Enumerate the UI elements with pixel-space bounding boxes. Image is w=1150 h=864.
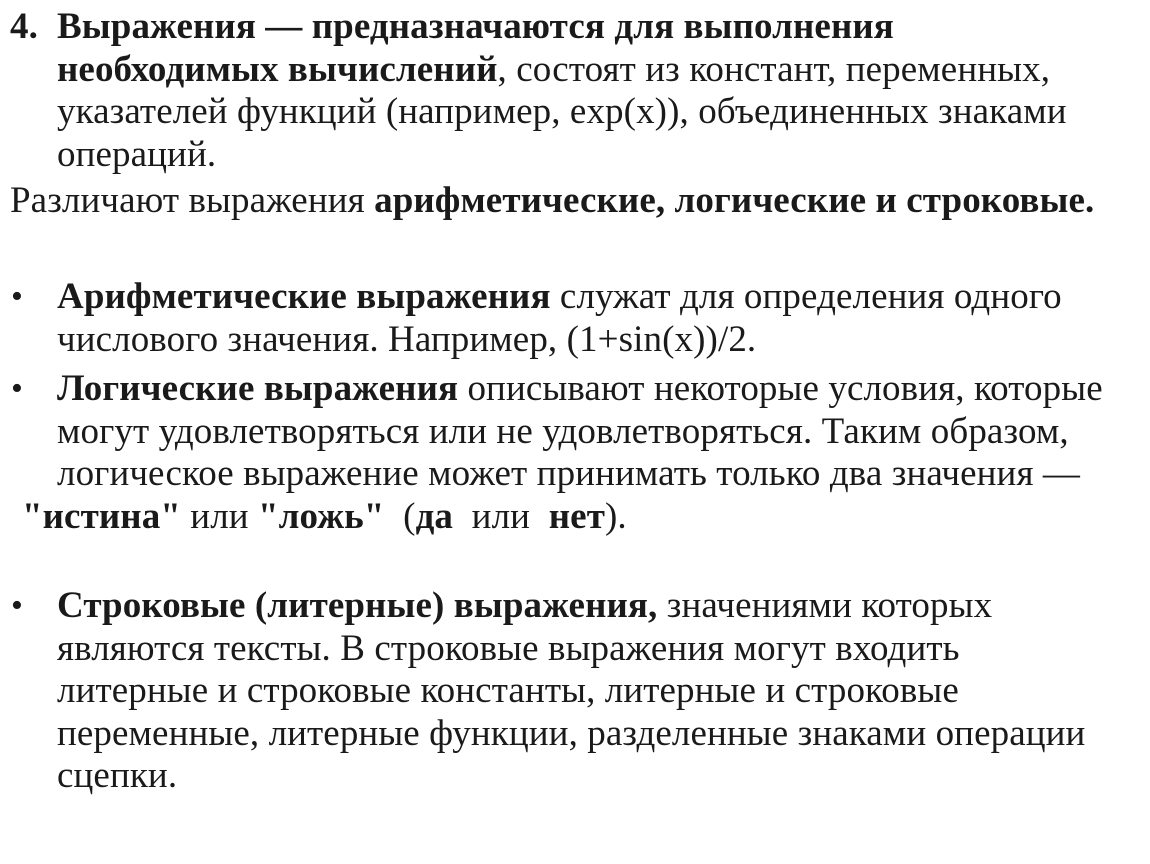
definition-bold: Выражения — предназначаются для выполнения необходимых вычислений [57,6,894,90]
item-number: 4. [10,6,38,47]
string-bold: Строковые (литерные) выражения, [57,585,658,626]
expression-kinds [0,180,1120,223]
value-yes: да [415,495,453,537]
bullet-dot: • [11,587,24,624]
logical-bold: Логические выражения [57,368,459,409]
value-no: нет [548,495,605,537]
definition-text: , состоят из констант, переменных, указателей функций (например, exp(x)), объединенных знаками операций. [57,48,1067,175]
string-text: значениями которых являются тексты. В строковые выражения могут входить литерные и строковые константы, литерные и строковые переменные, литерные функции, разделенные знаками операции сцепки. [57,585,1086,796]
kinds-text: Различают выражения [10,180,375,221]
logical-text: описывают некоторые условия, которые могут удовлетворяться или не удовлетворяться. Таким образом, логическое выражение может принимать только два значения — [57,368,1103,494]
expressions-definition [0,6,1120,176]
bullet-arithmetic [0,276,1120,361]
bullet-logical [0,368,1120,538]
arithmetic-bold: Арифметические выражения [57,276,551,317]
bullet-string [0,585,1120,798]
bullet-dot: • [11,278,24,315]
kinds-bold: арифметические, логические и строковые. [374,180,1095,221]
bullet-dot: • [11,370,24,407]
value-true: "истина" [22,495,181,537]
logical-values-line: "истина" или "ложь" (да или нет). [22,495,627,537]
arithmetic-text: служат для определения одного числового значения. Например, (1+sin(x))/2. [57,276,1062,360]
value-false: "ложь" [258,495,385,537]
